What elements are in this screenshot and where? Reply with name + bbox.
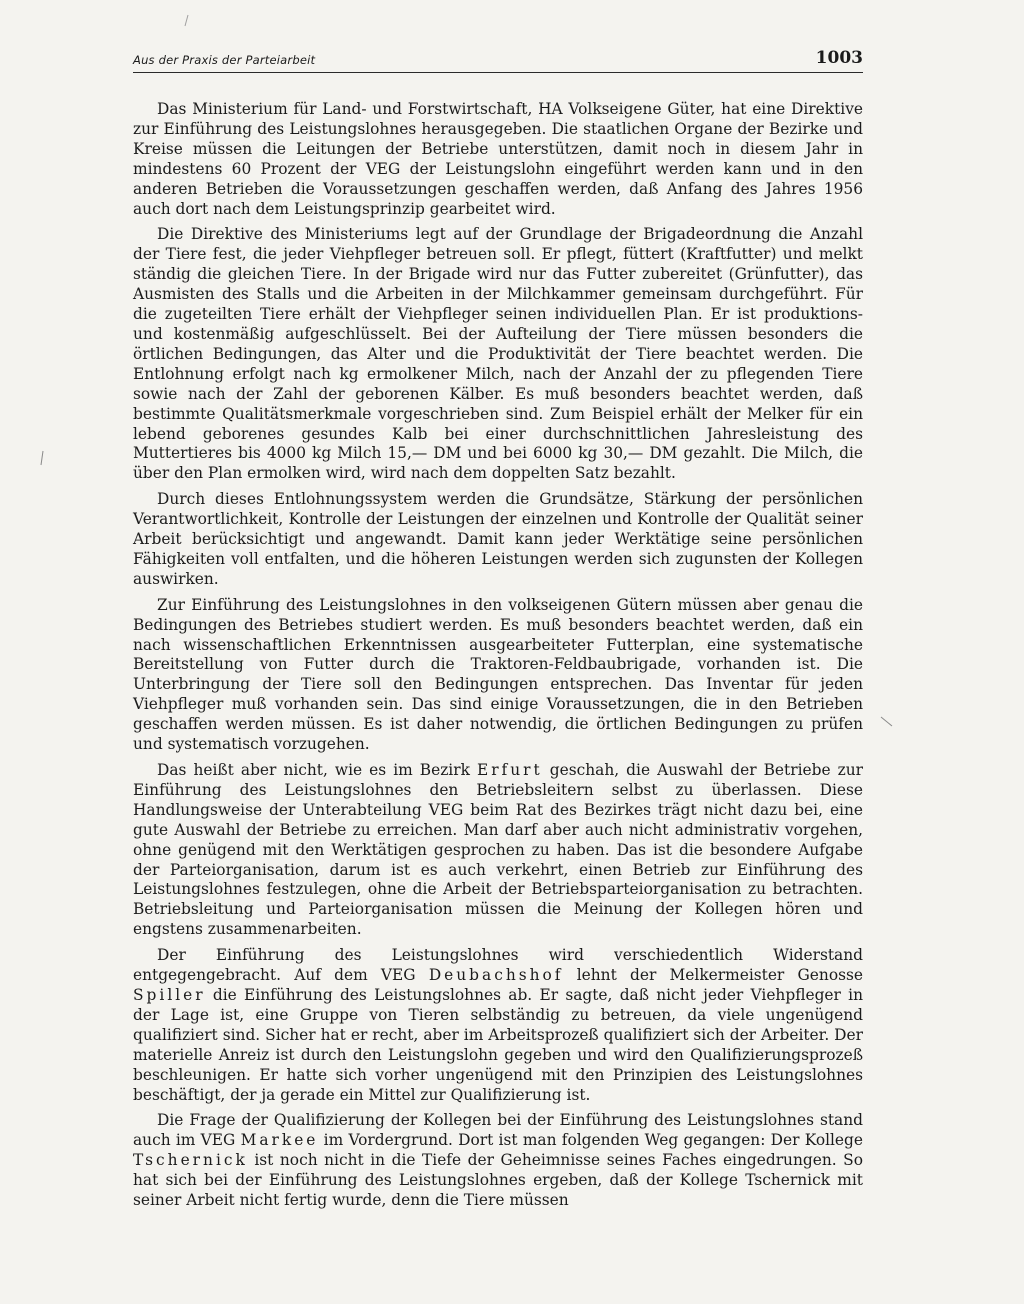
paragraph-1: Das Ministerium für Land- und Forstwirtschaft, HA Volkseigene Güter, hat eine Direktive zur Einführung des Leistungslohnes herausgegeben. Die staatlichen Organe der Bezirke und Kreise müssen die Leitungen der Betriebe unterstützen, damit noch in diesem Jahr in mindestens 60 Prozent der VEG der Leistungslohn eingeführt werden kann und in den anderen Betrieben die Voraussetzungen geschaffen werden, daß Anfang des Jahres 1956 auch dort nach dem Leistungsprinzip gearbeitet wird. [133, 100, 863, 218]
spaced-place-name: Deubachshof [428, 966, 564, 985]
spaced-person-name: Spiller [133, 985, 206, 1004]
text-run: Die Frage der Qualifizierung der Kollegen bei der Einführung des Leistungslohnes stand auch im VEG [133, 1111, 863, 1150]
paragraph-2: Die Direktive des Ministeriums legt auf der Grundlage der Brigadeordnung die Anzahl der Tiere fest, die jeder Viehpfleger betreuen soll. Er pflegt, füttert (Kraftfutter) und melkt ständig die gleichen Tiere. In der Brigade wird nur das Futter zubereitet (Grünfutter), das Ausmisten des Stalls und die Arbeiten in der Milchkammer gemeinsam durchgeführt. Für die zugeteilten Tiere erhält der Viehpfleger seinen individuellen Plan. Er ist produktions- und kostenmäßig aufgeschlüsselt. Bei der Aufteilung der Tiere müssen besonders die örtlichen Bedingungen, das Alter und die Produktivität der Tiere beachtet werden. Die Entlohnung erfolgt nach kg ermolkener Milch, nach der Anzahl der zu pflegenden Tiere sowie nach der Zahl der geborenen Kälber. Es muß besonders beachtet werden, daß bestimmte Qualitätsmerkmale vorgeschrieben sind. Zum Beispiel erhält der Melker für ein lebend geborenes gesundes Kalb bei einer durchschnittlichen Jahresleistung des Muttertieres bis 4000 kg Milch 15,— DM und bei 6000 kg 30,— DM gezahlt. Die Milch, die über den Plan ermolken wird, wird nach dem doppelten Satz bezahlt. [133, 225, 863, 483]
spaced-place-name: Markee [240, 1131, 319, 1150]
spaced-place-name: Erfurt [476, 761, 543, 779]
text-run: die Einführung des Leistungslohnes ab. Er sagte, daß nicht jeder Viehpfleger in der Lage ist, eine Gruppe von Tieren selbständig zu betreuen, da viele ungenügend qualifiziert sind. Sicher hat er recht, aber im Arbeitsprozeß qualifiziert sich der Arbeiter. Der materielle Anreiz ist durch den Leistungslohn gegeben und wird den Qualifizierungsprozeß beschleunigen. Er hatte sich vorher ungenügend mit den Prinzipien des Leistungslohnes beschäftigt, der ja gerade ein Mittel zur Qualifizierung ist. [133, 985, 863, 1104]
scan-speck-mark [182, 14, 192, 28]
paragraph-4: Zur Einführung des Leistungslohnes in den volkseigenen Gütern müssen aber genau die Bedingungen des Betriebes studiert werden. Es muß besonders beachtet werden, daß ein nach wissenschaftlichen Erkenntnissen ausgearbeiteter Futterplan, eine systematische Bereitstellung von Futter durch die Traktoren-Feldbaubrigade, vorhanden ist. Die Unterbringung der Tiere soll den Bedingungen entsprechen. Das Inventar für jeden Viehpfleger muß vorhanden sein. Das sind einige Voraussetzungen, die in den Betrieben geschaffen werden müssen. Es ist daher notwendig, die örtlichen Bedingungen zu prüfen und systematisch vorzugehen. [133, 595, 863, 754]
margin-tick-mark [880, 716, 894, 728]
article-body [133, 100, 863, 1217]
header-rule [133, 72, 863, 73]
spaced-person-name: Tschernick [133, 1151, 248, 1170]
page-header [133, 48, 863, 70]
paragraph-7 [133, 1111, 863, 1211]
text-run: im Vordergrund. Dort ist man folgenden Weg gegangen: Der Kollege [318, 1131, 863, 1150]
text-run: Das heißt aber nicht, wie es im Bezirk [157, 761, 477, 779]
paragraph-6 [133, 946, 863, 1105]
text-run: lehnt der Melkermeister Genosse [563, 966, 864, 985]
running-title: Aus der Praxis der Parteiarbeit [133, 53, 316, 67]
paragraph-3: Durch dieses Entlohnungssystem werden die Grundsätze, Stärkung der persönlichen Verantwortlichkeit, Kontrolle der Leistungen der einzelnen und Kontrolle der Qualität seiner Arbeit berücksichtigt und angewandt. Damit kann jeder Werktätige seine persönlichen Fähigkeiten voll entfalten, und die höheren Leistungen werden sich zugunsten der Kollegen auswirken. [133, 490, 863, 588]
paragraph-5 [133, 761, 863, 940]
text-run: geschah, die Auswahl der Betriebe zur Einführung des Leistungslohnes den Betriebsleitern selbst zu überlassen. Diese Handlungsweise der Unterabteilung VEG beim Rat des Bezirkes trägt nicht dazu bei, eine gute Auswahl der Betriebe zu erreichen. Man darf aber auch nicht administrativ vorgehen, ohne genügend mit den Werktätigen gesprochen zu haben. Das ist die besondere Aufgabe der Parteiorganisation, darum ist es auch verkehrt, einen Betrieb zur Einführung des Leistungslohnes festzulegen, ohne die Arbeit der Betriebsparteiorganisation zu betrachten. Betriebsleitung und Parteiorganisation müssen die Meinung der Kollegen hören und engstens zusammenarbeiten. [133, 761, 863, 939]
page-number: 1003 [815, 48, 863, 68]
text-run: ist noch nicht in die Tiefe der Geheimnisse seines Faches eingedrungen. So hat sich bei der Einführung des Leistungslohnes ergeben, daß der Kollege Tschernick mit seiner Arbeit nicht fertig wurde, denn die Tiere müssen [133, 1151, 863, 1210]
text-run: Der Einführung des Leistungslohnes wird verschiedentlich Widerstand entgegengebracht. Auf dem VEG [133, 946, 863, 985]
margin-tick-mark [38, 450, 46, 466]
